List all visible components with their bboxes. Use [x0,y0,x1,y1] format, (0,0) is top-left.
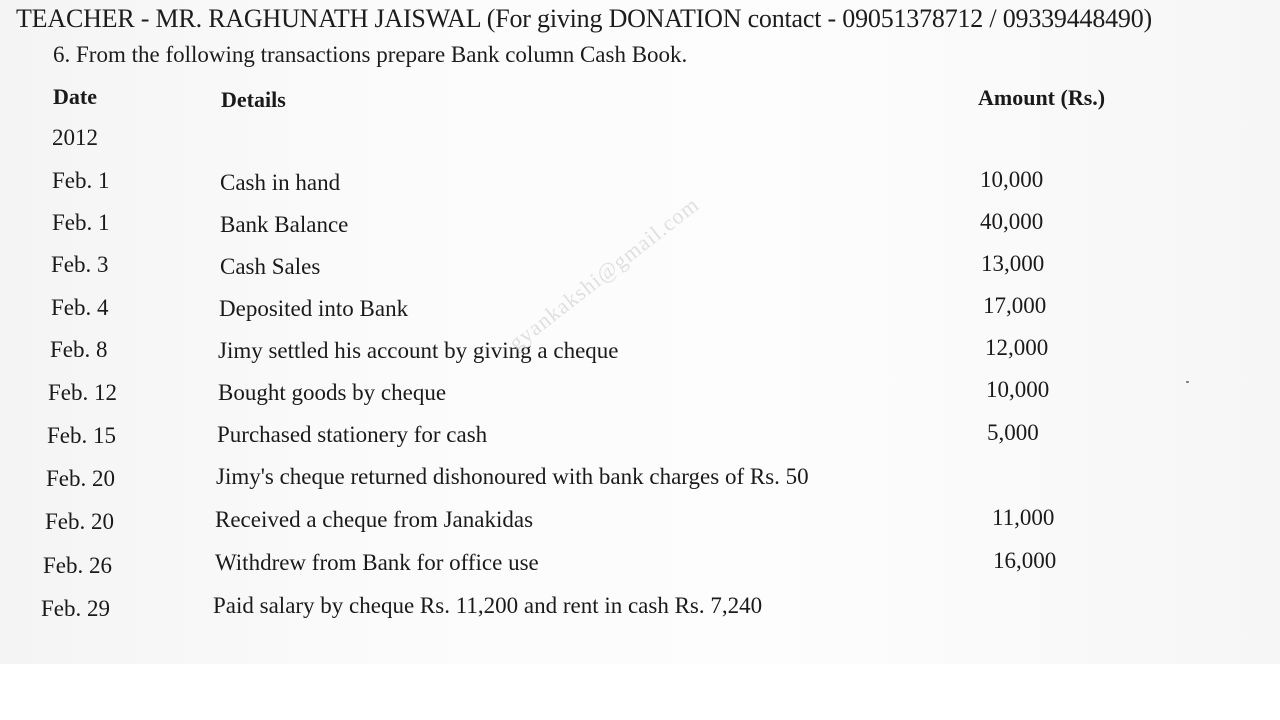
teacher-header: TEACHER - MR. RAGHUNATH JAISWAL (For giving DONATION contact - 09051378712 / 09339448490) [16,4,1152,33]
row-amount: 11,000 [992,505,1055,530]
row-date: Feb. 1 [52,210,110,235]
row-date: Feb. 12 [48,380,117,405]
row-details: Withdrew from Bank for office use [215,550,539,575]
row-details: Bought goods by cheque [218,380,447,405]
row-date: Feb. 1 [52,168,110,193]
row-details: Cash in hand [220,170,341,195]
row-details: Received a cheque from Janakidas [215,507,534,532]
row-date: Feb. 4 [51,295,109,320]
row-details: Bank Balance [220,212,349,237]
row-amount: 16,000 [993,548,1057,573]
row-details: Purchased stationery for cash [217,422,488,447]
email-watermark: gyankakshi@gmail.com [503,191,704,356]
row-details: Cash Sales [220,254,321,279]
row-date: Feb. 20 [45,509,114,534]
row-amount: 17,000 [983,293,1047,318]
row-amount: 5,000 [987,420,1039,445]
row-amount: 13,000 [981,251,1045,276]
row-date: Feb. 20 [46,466,115,491]
details-column-header: Details [221,87,286,112]
year-label: 2012 [52,125,98,150]
row-date: Feb. 15 [47,423,116,448]
row-date: Feb. 3 [51,252,109,277]
row-amount: 12,000 [985,335,1049,360]
row-details: Jimy's cheque returned dishonoured with bank charges of Rs. 50 [216,464,809,489]
row-amount: 40,000 [980,209,1044,234]
row-details: Jimy settled his account by giving a cheque [218,338,619,363]
row-amount: 10,000 [980,167,1044,192]
question-text: 6. From the following transactions prepare Bank column Cash Book. [53,42,688,67]
date-column-header: Date [53,84,97,109]
row-date: Feb. 8 [50,337,108,362]
row-date: Feb. 26 [43,553,112,578]
row-amount: 10,000 [986,377,1050,402]
row-date: Feb. 29 [41,596,110,621]
amount-column-header: Amount (Rs.) [978,85,1106,110]
paper-speck [1186,381,1189,383]
row-details: Deposited into Bank [219,296,409,321]
row-details: Paid salary by cheque Rs. 11,200 and rent in cash Rs. 7,240 [213,593,763,618]
